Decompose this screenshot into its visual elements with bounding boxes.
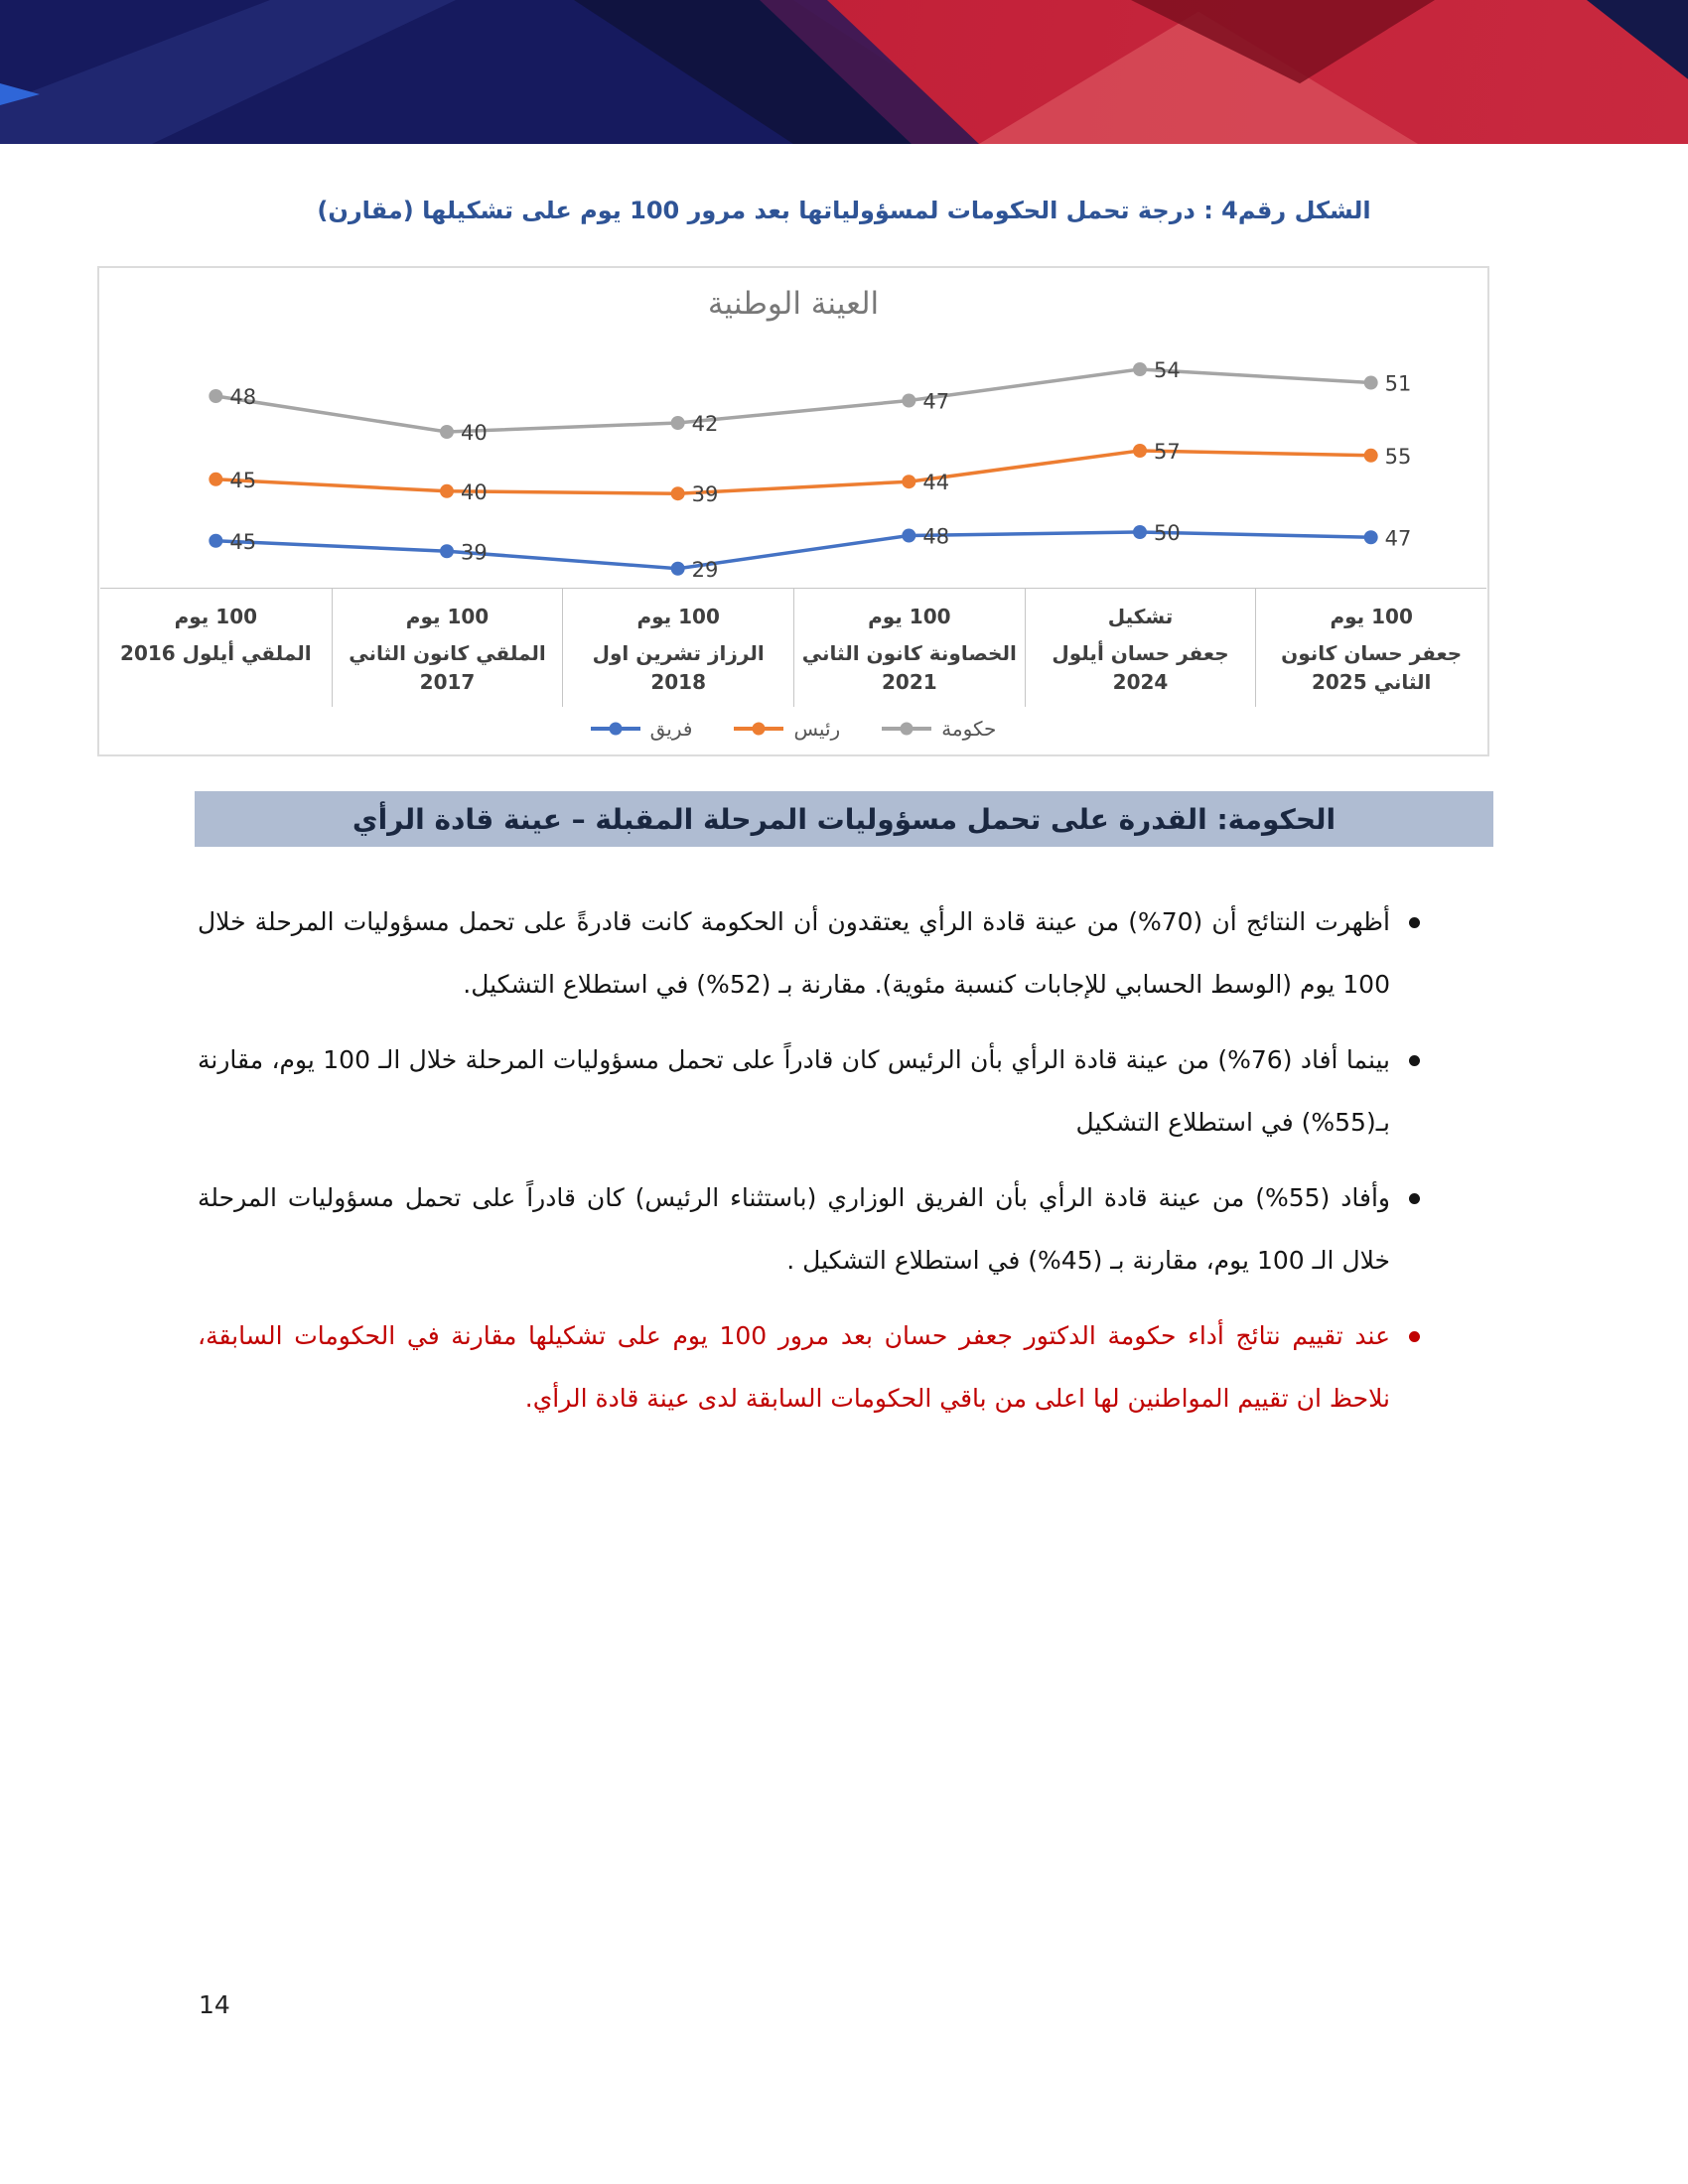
data-point-government — [440, 425, 454, 439]
legend-label: حكومة — [941, 717, 997, 741]
axis-name-label: جعفر حسان كانون الثاني 2025 — [1281, 641, 1463, 694]
axis-period-label: 100 يوم — [636, 605, 720, 628]
data-label-government: 54 — [1154, 358, 1181, 382]
axis-category-0 — [100, 589, 332, 707]
data-label-government: 48 — [229, 385, 257, 409]
axis-category-4 — [1025, 589, 1256, 707]
data-label-team: 50 — [1154, 521, 1181, 545]
bullet-0: أظهرت النتائج أن (70%) من عينة قادة الرأي يعتقدون أن الحكومة كانت قادرةً على تحمل مسؤوليات المرحلة خلال 100 يوم (الوسط الحسابي للإجابات كنسبة مئوية). مقارنة بـ (52%) في استطلاع التشكيل. — [198, 891, 1428, 1016]
axis-name-label: الخصاونة كانون الثاني 2021 — [801, 641, 1017, 694]
bullet-1: بينما أفاد (76%) من عينة قادة الرأي بأن الرئيس كان قادراً على تحمل مسؤوليات المرحلة خلال الـ 100 يوم، مقارنة بـ(55%) في استطلاع التشكيل — [198, 1029, 1428, 1154]
figure-caption: الشكل رقم4 : درجة تحمل الحكومات لمسؤولياتها بعد مرور 100 يوم على تشكيلها (مقارن) — [317, 197, 1371, 224]
axis-name-label: الملقي أيلول 2016 — [120, 641, 312, 665]
chart-container — [97, 266, 1489, 756]
data-label-team: 48 — [922, 524, 950, 549]
axis-period-label: 100 يوم — [1330, 605, 1413, 628]
axis-period-label: تشكيل — [1107, 605, 1174, 628]
data-point-government — [209, 389, 222, 403]
data-point-president — [671, 486, 685, 500]
axis-name-label: الملقي كانون الثاني 2017 — [349, 641, 546, 694]
data-point-president — [209, 473, 222, 486]
legend-marker-icon — [882, 727, 931, 731]
legend-item-government — [882, 717, 996, 741]
axis-category-3 — [793, 589, 1025, 707]
banner-blue-wedge — [0, 83, 40, 105]
data-point-government — [902, 394, 915, 408]
series-line-government — [215, 369, 1370, 432]
legend-item-president — [734, 717, 840, 741]
data-label-team: 47 — [1384, 526, 1412, 551]
data-point-team — [671, 562, 685, 576]
data-point-president — [1133, 444, 1147, 458]
data-label-president: 44 — [922, 471, 950, 495]
data-point-team — [902, 529, 915, 543]
axis-category-1 — [332, 589, 563, 707]
legend-label: فريق — [649, 717, 693, 741]
data-label-president: 39 — [691, 482, 719, 507]
decorative-banner — [0, 0, 1688, 144]
data-label-team: 39 — [461, 540, 488, 565]
axis-category-5 — [1255, 589, 1486, 707]
data-label-government: 42 — [691, 412, 719, 436]
data-label-team: 29 — [691, 557, 719, 582]
data-label-president: 57 — [1154, 440, 1181, 464]
axis-name-label: الرزاز تشرين اول 2018 — [592, 641, 765, 694]
data-point-government — [1133, 362, 1147, 376]
bullet-3: عند تقييم نتائج أداء حكومة الدكتور جعفر حسان بعد مرور 100 يوم على تشكيلها مقارنة في الحكومات السابقة، نلاحظ ان تقييم المواطنين لها اعلى من باقي الحكومات السابقة لدى عينة قادة الرأي. — [198, 1305, 1428, 1430]
chart-legend — [99, 707, 1487, 751]
series-line-team — [215, 529, 1370, 569]
bullet-list — [198, 891, 1428, 1443]
series-line-president — [215, 451, 1370, 493]
chart-title: العينة الوطنية — [707, 286, 880, 322]
legend-item-team — [591, 717, 693, 741]
axis-name-label: جعفر حسان أيلول 2024 — [1052, 641, 1229, 694]
data-point-team — [209, 534, 222, 548]
section-heading-text: الحكومة: القدرة على تحمل مسؤوليات المرحلة المقبلة – عينة قادة الرأي — [352, 802, 1336, 836]
data-point-president — [1364, 449, 1378, 463]
legend-marker-icon — [734, 727, 783, 731]
legend-label: رئيس — [793, 717, 841, 741]
data-point-president — [440, 484, 454, 498]
x-axis-categories — [100, 588, 1486, 707]
data-label-president: 45 — [229, 468, 257, 492]
axis-period-label: 100 يوم — [405, 605, 490, 628]
section-heading — [195, 791, 1493, 847]
data-point-team — [1133, 525, 1147, 539]
axis-category-2 — [562, 589, 793, 707]
data-point-government — [671, 416, 685, 430]
bullet-2: وأفاد (55%) من عينة قادة الرأي بأن الفريق الوزاري (باستثناء الرئيس) كان قادراً على تحمل مسؤوليات المرحلة خلال الـ 100 يوم، مقارنة بـ (45%) في استطلاع التشكيل . — [198, 1167, 1428, 1292]
data-label-president: 55 — [1384, 444, 1412, 469]
page-number: 14 — [199, 1990, 230, 2019]
axis-period-label: 100 يوم — [868, 605, 951, 628]
data-label-team: 45 — [229, 529, 257, 554]
data-label-government: 40 — [461, 421, 488, 445]
data-point-team — [1364, 530, 1378, 544]
data-label-president: 40 — [461, 479, 488, 504]
data-point-president — [902, 475, 915, 488]
axis-period-label: 100 يوم — [174, 605, 258, 628]
legend-marker-icon — [591, 727, 640, 731]
line-chart — [100, 326, 1486, 588]
data-label-government: 47 — [922, 389, 950, 414]
data-point-government — [1364, 376, 1378, 390]
data-point-team — [440, 544, 454, 558]
data-label-government: 51 — [1384, 371, 1412, 396]
